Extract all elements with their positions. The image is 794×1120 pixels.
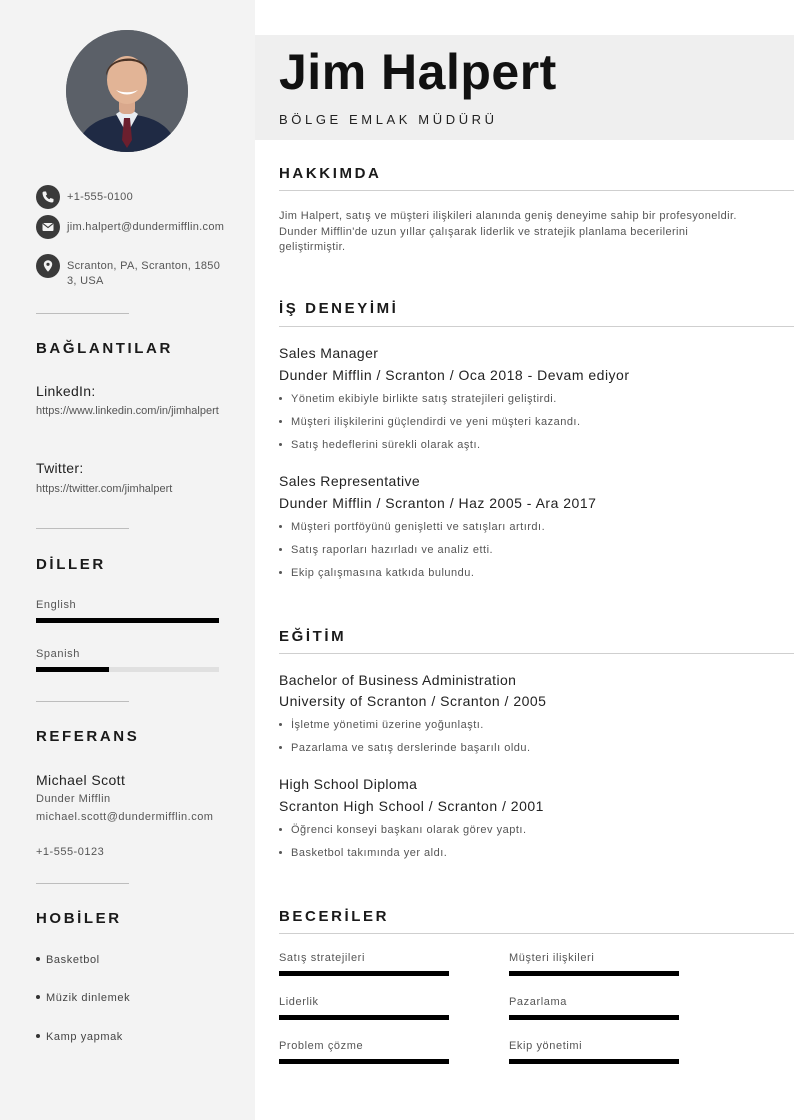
experience-heading: İŞ DENEYİMİ — [279, 300, 399, 317]
skill-level-fill — [509, 1015, 679, 1020]
bullet-text: Pazarlama ve satış derslerinde başarılı oldu. — [291, 742, 531, 754]
sidebar-divider — [36, 528, 129, 529]
bullet-text: Satış hedeflerini sürekli olarak aştı. — [291, 439, 481, 451]
section-divider — [279, 933, 794, 934]
education-org: University of Scranton / Scranton / 2005 — [279, 693, 547, 709]
bullet-text: Müşteri portföyünü genişletti ve satışları artırdı. — [291, 521, 546, 533]
bullet-text: İşletme yönetimi üzerine yoğunlaştı. — [291, 719, 484, 731]
reference-name: Michael Scott — [36, 772, 126, 788]
bullet-text: Yönetim ekibiyle birlikte satış stratejileri geliştirdi. — [291, 393, 557, 405]
hobby-label: Müzik dinlemek — [46, 992, 131, 1004]
language-level-bar — [36, 618, 219, 623]
hobby-label: Basketbol — [46, 954, 100, 966]
education-degree: Bachelor of Business Administration — [279, 672, 517, 688]
phone-icon — [36, 185, 60, 209]
linkedin-url[interactable]: https://www.linkedin.com/in/jimhalpert — [36, 405, 219, 417]
job-role: Sales Manager — [279, 345, 379, 361]
reference-heading: REFERANS — [36, 728, 140, 745]
education-bullet — [279, 847, 447, 859]
skill-name: Pazarlama — [509, 996, 567, 1008]
language-level-fill — [36, 667, 109, 672]
contact-phone — [36, 185, 227, 209]
reference-phone: +1-555-0123 — [36, 846, 105, 858]
skill-level-fill — [279, 1059, 449, 1064]
reference-email[interactable]: michael.scott@dundermifflin.com — [36, 811, 214, 823]
section-divider — [279, 190, 794, 191]
links-heading: BAĞLANTILAR — [36, 340, 173, 357]
job-org: Dunder Mifflin / Scranton / Haz 2005 - Ara 2017 — [279, 495, 597, 511]
hobby-item — [36, 992, 130, 1004]
section-divider — [279, 326, 794, 327]
language-level-fill — [36, 618, 219, 623]
job-bullet — [279, 521, 545, 533]
job-bullet — [279, 439, 481, 451]
location-pin-icon — [36, 254, 60, 278]
sidebar — [0, 0, 255, 1120]
person-name: Jim Halpert — [279, 44, 557, 100]
job-title: BÖLGE EMLAK MÜDÜRÜ — [279, 112, 498, 127]
language-level-bar — [36, 667, 219, 672]
skill-level-bar — [509, 1059, 679, 1064]
language-name: English — [36, 599, 77, 611]
contact-email — [36, 215, 227, 239]
hobby-label: Kamp yapmak — [46, 1031, 123, 1043]
job-bullet — [279, 567, 474, 579]
skill-level-fill — [279, 971, 449, 976]
hobby-item — [36, 954, 100, 966]
twitter-url[interactable]: https://twitter.com/jimhalpert — [36, 483, 173, 495]
skill-level-bar — [509, 1015, 679, 1020]
linkedin-label: LinkedIn: — [36, 383, 96, 399]
bullet-text: Basketbol takımında yer aldı. — [291, 847, 448, 859]
bullet-text: Ekip çalışmasına katkıda bulundu. — [291, 567, 475, 579]
skill-level-fill — [509, 1059, 679, 1064]
skill-name: Müşteri ilişkileri — [509, 952, 595, 964]
sidebar-divider — [36, 701, 129, 702]
skill-name: Liderlik — [279, 996, 319, 1008]
sidebar-divider — [36, 883, 129, 884]
about-heading: HAKKIMDA — [279, 165, 382, 182]
education-org: Scranton High School / Scranton / 2001 — [279, 798, 544, 814]
sidebar-divider — [36, 313, 129, 314]
skill-level-bar — [279, 1059, 449, 1064]
education-degree: High School Diploma — [279, 776, 418, 792]
education-bullet — [279, 824, 527, 836]
skill-level-bar — [509, 971, 679, 976]
education-bullet — [279, 719, 484, 731]
reference-company: Dunder Mifflin — [36, 793, 111, 805]
education-heading: EĞİTİM — [279, 628, 347, 645]
education-bullet — [279, 742, 531, 754]
skill-level-bar — [279, 1015, 449, 1020]
job-role: Sales Representative — [279, 473, 421, 489]
language-name: Spanish — [36, 648, 80, 660]
email-icon — [36, 215, 60, 239]
job-bullet — [279, 393, 557, 405]
bullet-text: Satış raporları hazırladı ve analiz etti. — [291, 544, 494, 556]
job-bullet — [279, 544, 493, 556]
bullet-text: Öğrenci konseyi başkanı olarak görev yaptı. — [291, 824, 527, 836]
skill-name: Problem çözme — [279, 1040, 364, 1052]
skill-name: Ekip yönetimi — [509, 1040, 583, 1052]
main-content — [255, 0, 794, 1120]
hobbies-heading: HOBİLER — [36, 910, 122, 927]
hobby-item — [36, 1031, 123, 1043]
profile-photo-illustration — [66, 30, 188, 152]
address-text: Scranton, PA, Scranton, 18503, USA — [67, 260, 221, 287]
job-bullet — [279, 416, 581, 428]
job-org: Dunder Mifflin / Scranton / Oca 2018 - Devam ediyor — [279, 367, 630, 383]
bullet-text: Müşteri ilişkilerini güçlendirdi ve yeni müşteri kazandı. — [291, 416, 581, 428]
languages-heading: DİLLER — [36, 556, 106, 573]
profile-photo — [66, 30, 188, 152]
about-text: Jim Halpert, satış ve müşteri ilişkileri alanında geniş deneyime sahip bir profesyoneldir. Dunder Mifflin'de uzun yıllar çalışarak liderlik ve stratejik planlama becerilerini geliştirmiştir. — [279, 210, 737, 253]
skill-level-bar — [279, 971, 449, 976]
skills-heading: BECERİLER — [279, 908, 390, 925]
contact-address — [36, 254, 227, 289]
skill-level-fill — [509, 971, 679, 976]
phone-text: +1-555-0100 — [67, 191, 133, 203]
email-text[interactable]: jim.halpert@dundermifflin.com — [67, 221, 225, 233]
twitter-label: Twitter: — [36, 460, 84, 476]
skill-name: Satış stratejileri — [279, 952, 365, 964]
section-divider — [279, 653, 794, 654]
skill-level-fill — [279, 1015, 449, 1020]
